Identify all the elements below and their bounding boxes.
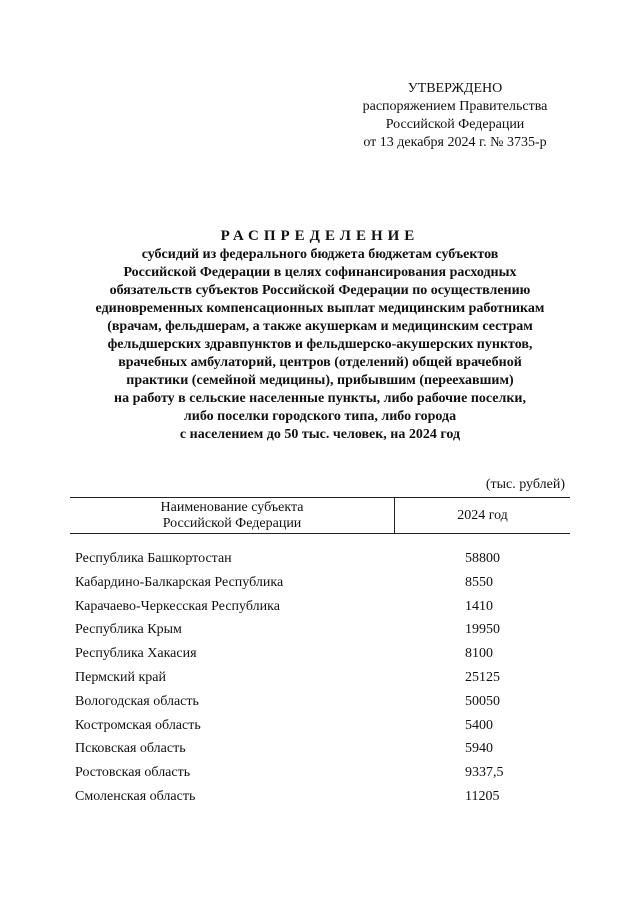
header-subject-line1: Наименование субъекта xyxy=(160,499,304,515)
subtitle-line: Российской Федерации в целях софинансирования расходных xyxy=(123,265,517,280)
row-value: 5400 xyxy=(465,717,493,733)
subtitle-line: (врачам, фельдшерам, а также акушеркам и медицинским сестрам xyxy=(107,319,533,334)
row-subject: Ростовская область xyxy=(75,765,191,781)
table-row xyxy=(75,574,570,598)
row-value: 1410 xyxy=(465,598,493,614)
row-subject: Карачаево-Черкесская Республика xyxy=(75,598,280,614)
table-row xyxy=(75,550,570,574)
row-value: 11205 xyxy=(465,788,500,804)
table-row xyxy=(75,740,570,764)
table-header xyxy=(70,497,570,534)
table-row xyxy=(75,645,570,669)
row-subject: Кабардино-Балкарская Республика xyxy=(75,574,284,590)
subtitle-line: врачебных амбулаторий, центров (отделений) общей врачебной xyxy=(118,355,522,370)
subtitle-line: единовременных компенсационных выплат медицинским работникам xyxy=(95,301,545,316)
table-row xyxy=(75,764,570,788)
row-subject: Республика Крым xyxy=(75,622,182,638)
subtitle-line: фельдшерских здравпунктов и фельдшерско-акушерских пунктов, xyxy=(107,337,533,352)
table-row xyxy=(75,621,570,645)
approval-heading: УТВЕРЖДЕНО xyxy=(407,81,503,96)
header-subject-name xyxy=(70,498,395,533)
subtitle-line: с населением до 50 тыс. человек, на 2024 год xyxy=(179,427,461,442)
document-subtitle xyxy=(60,246,580,444)
row-value: 9337,5 xyxy=(465,765,504,781)
approval-stamp xyxy=(340,80,570,152)
subtitle-line: на работу в сельские населенные пункты, либо рабочие поселки, xyxy=(114,391,526,406)
table-row xyxy=(75,693,570,717)
subtitle-line: практики (семейной медицины), прибывшим (переехавшим) xyxy=(126,373,514,388)
row-value: 5940 xyxy=(465,741,493,757)
subtitle-line: субсидий из федерального бюджета бюджетам субъектов xyxy=(141,247,499,262)
table-row xyxy=(75,717,570,741)
row-subject: Вологодская область xyxy=(75,693,199,709)
row-subject: Пермский край xyxy=(75,669,166,685)
row-value: 58800 xyxy=(465,551,500,566)
table-row xyxy=(75,598,570,622)
row-subject: Республика Хакасия xyxy=(75,646,197,662)
row-value: 25125 xyxy=(465,669,500,685)
document-title: РАСПРЕДЕЛЕНИЕ xyxy=(220,228,420,244)
subtitle-line: либо поселки городского типа, либо города xyxy=(183,409,457,424)
units-note: (тыс. рублей) xyxy=(485,477,565,492)
header-subject-line2: Российской Федерации xyxy=(162,515,302,531)
row-value: 8550 xyxy=(465,574,493,590)
subtitle-line: обязательств субъектов Российской Федерации по осуществлению xyxy=(109,283,531,298)
approval-line-government: Российской Федерации xyxy=(385,117,525,132)
row-subject: Костромская область xyxy=(75,717,201,733)
header-year: 2024 год xyxy=(457,507,508,523)
table-row xyxy=(75,669,570,693)
row-subject: Смоленская область xyxy=(75,788,196,804)
approval-line-order: распоряжением Правительства xyxy=(362,99,548,114)
row-value: 8100 xyxy=(465,646,493,662)
row-value: 19950 xyxy=(465,622,500,638)
table-row xyxy=(75,788,570,812)
row-subject: Республика Башкортостан xyxy=(75,551,232,566)
row-subject: Псковская область xyxy=(75,741,186,757)
row-value: 50050 xyxy=(465,693,500,709)
table-body xyxy=(75,550,570,812)
approval-line-date: от 13 декабря 2024 г. № 3735-р xyxy=(363,135,547,150)
